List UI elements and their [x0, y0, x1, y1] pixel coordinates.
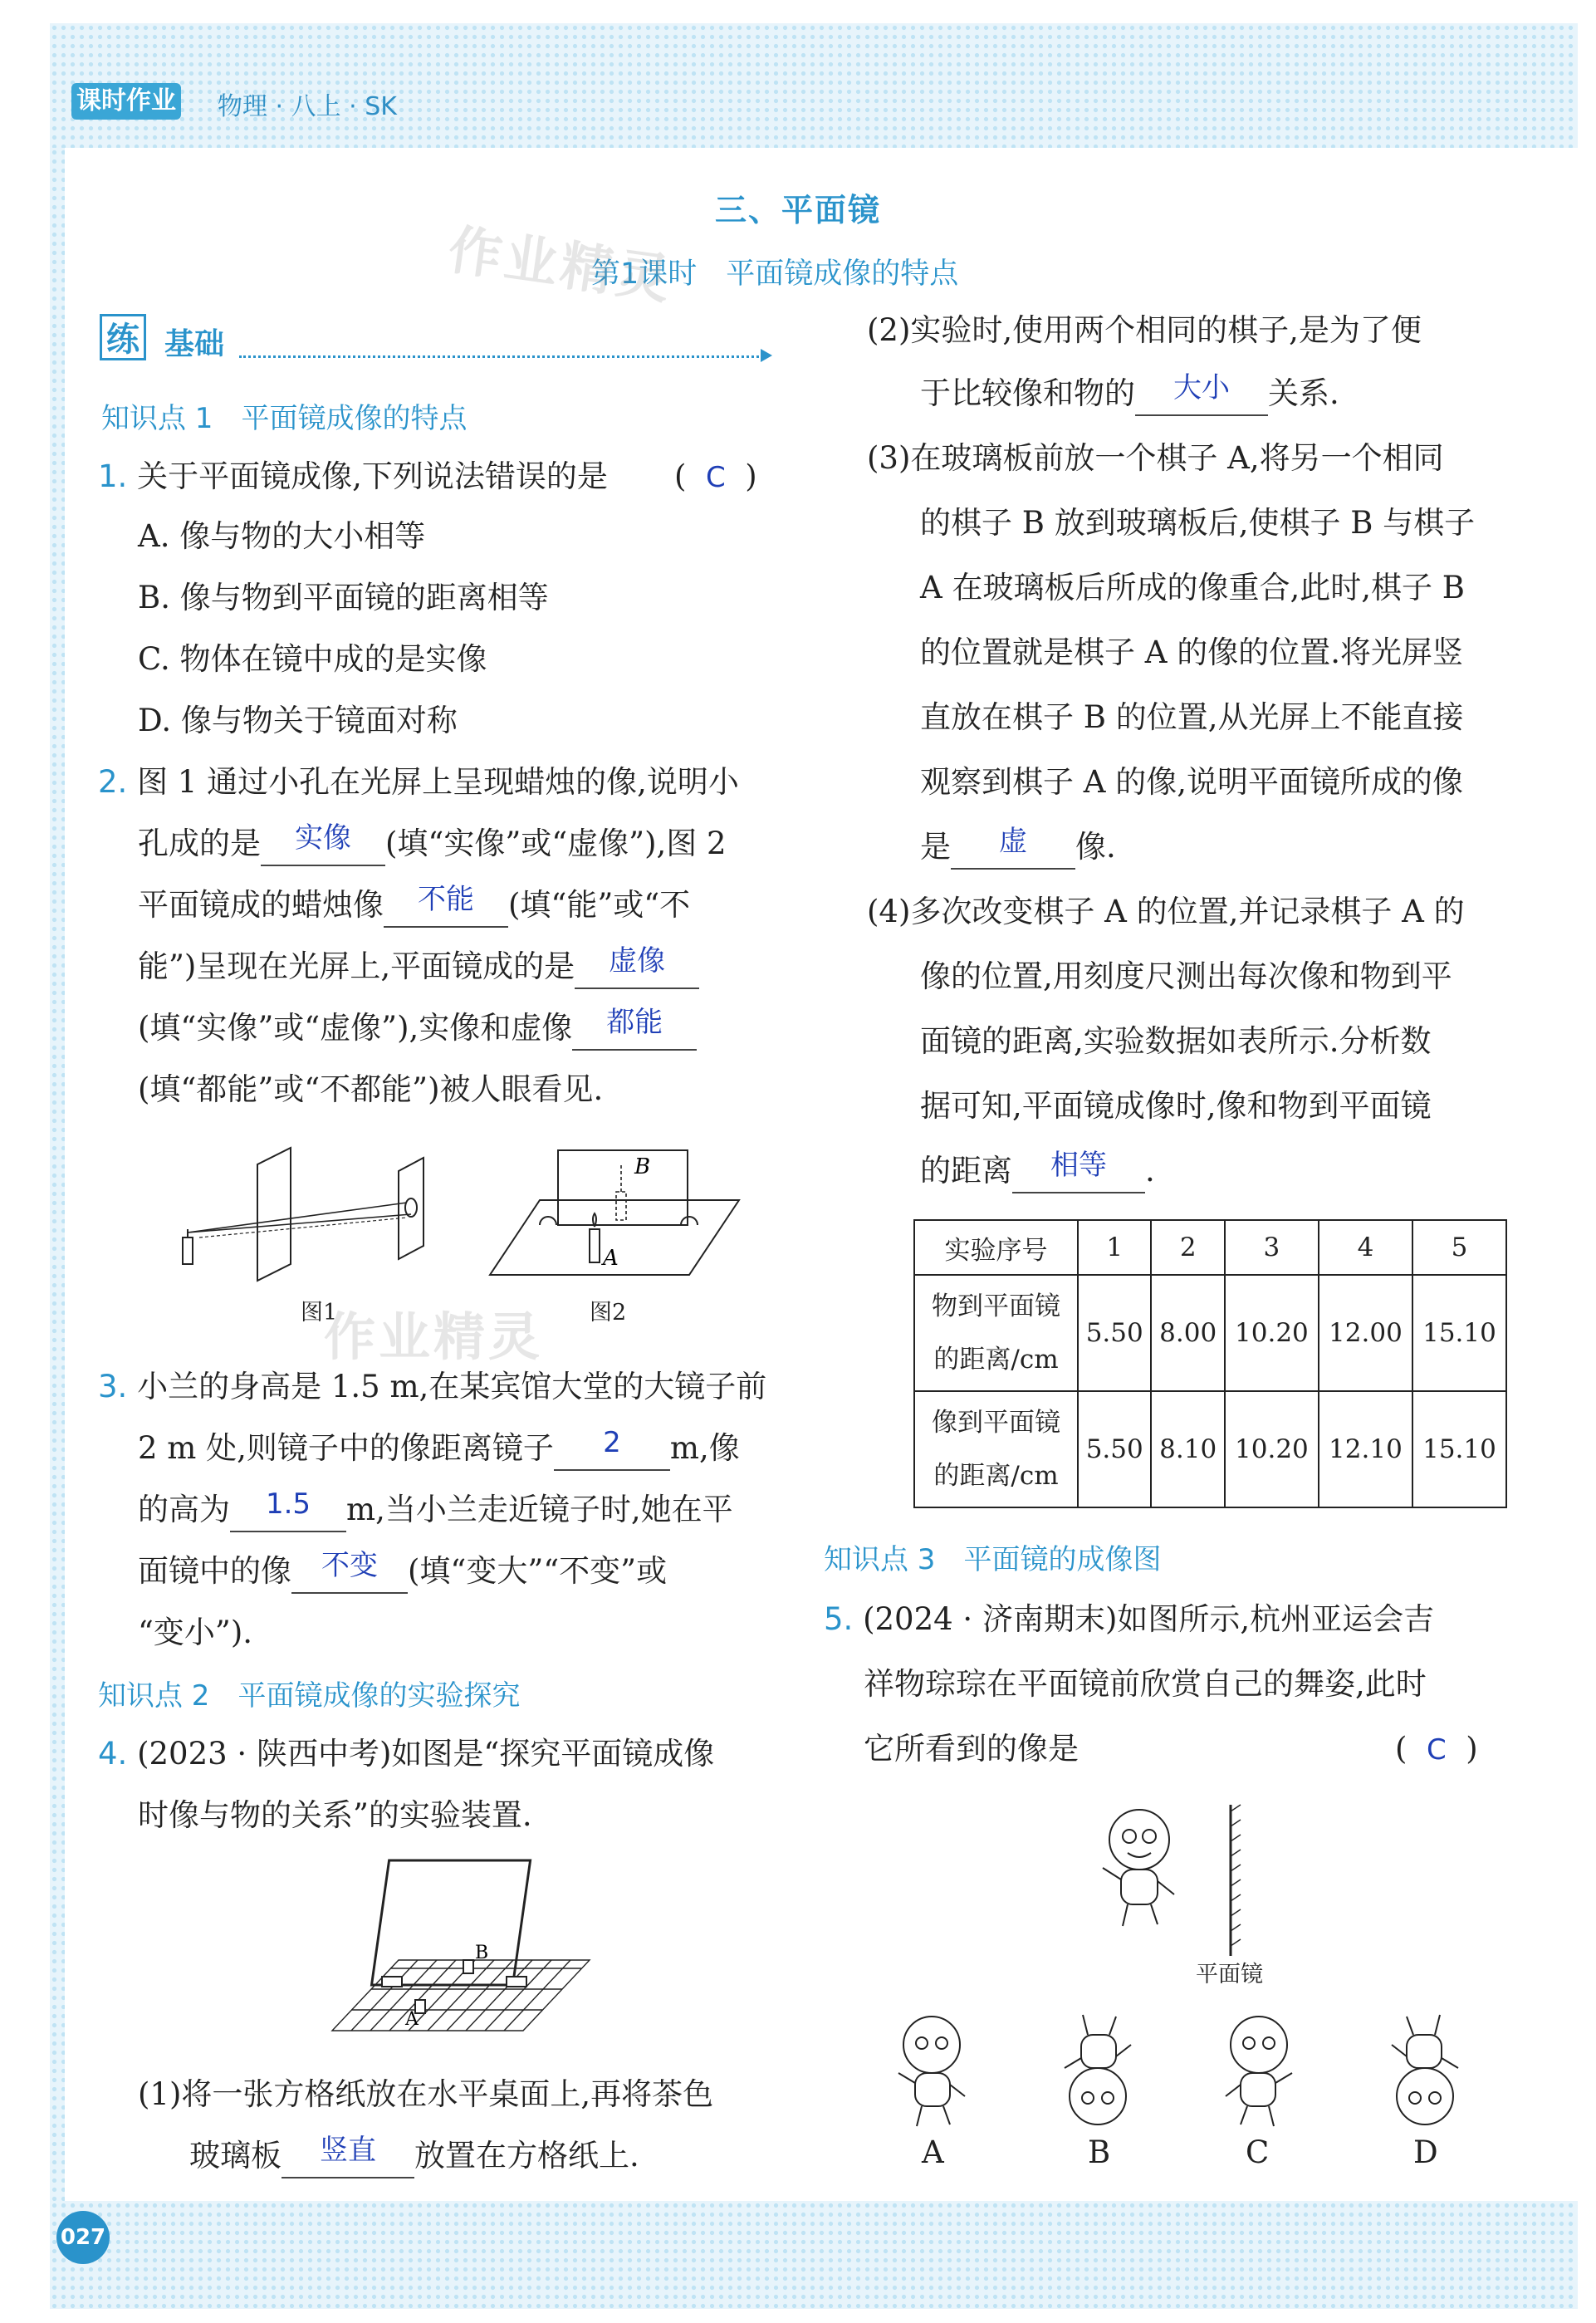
question-4-sub-3-line-2: 的棋子 B 放到玻璃板后,使棋子 B 与棋子	[920, 505, 1476, 541]
table-row	[914, 1391, 1506, 1507]
question-2-text-1: 图 1 通过小孔在光屏上呈现蜡烛的像,说明小	[137, 764, 739, 800]
table-header-cell: 4	[1319, 1220, 1412, 1275]
question-2-text-2b: (填“实像”或“虚像”),图 2	[385, 826, 727, 861]
question-1-stem	[98, 445, 608, 508]
lesson-title: 第1课时 平面镜成像的特点	[591, 257, 959, 291]
question-4-sub-3-line-7	[920, 816, 1116, 879]
question-4-text-s3b: 像.	[1075, 829, 1116, 865]
question-2-answer-1: 实像	[295, 821, 351, 855]
table-header-cell: 2	[1151, 1220, 1224, 1275]
option-c-mascot	[1204, 2010, 1312, 2134]
question-4-sub-4-line-5	[920, 1139, 1155, 1203]
question-4-text-s3a: 是	[920, 829, 951, 865]
practice-level: 基础	[164, 326, 225, 361]
question-4-text-s1b: 玻璃板	[189, 2138, 282, 2174]
question-3-number: 3.	[98, 1369, 128, 1404]
question-4-answer-3: 虚	[999, 825, 1027, 858]
option-b-label: B	[1088, 2134, 1111, 2170]
figure-2-caption: 图2	[590, 1300, 627, 1326]
footer-band	[50, 2201, 1578, 2309]
left-band	[50, 148, 65, 2201]
question-1-answer-bracket: ( C )	[674, 458, 757, 494]
figure-1-pinhole-diagram	[174, 1146, 457, 1287]
question-5-number: 5.	[824, 1601, 854, 1637]
figure-2-label-b: B	[634, 1154, 651, 1179]
table-cell: 15.10	[1412, 1275, 1506, 1391]
table-cell: 12.10	[1319, 1391, 1412, 1507]
question-4-sub-1-line-1: (1)将一张方格纸放在水平桌面上,再将茶色	[138, 2076, 714, 2112]
question-1-text: 关于平面镜成像,下列说法错误的是	[137, 458, 608, 494]
question-2-line-4	[138, 935, 699, 998]
question-3-text-2a: 2 m 处,则镜子中的像距离镜子	[138, 1430, 554, 1466]
question-4-sub-2-line-2	[920, 362, 1339, 425]
question-3-answer-3: 不变	[321, 1549, 378, 1582]
question-2-answer-4: 都能	[606, 1006, 663, 1039]
watermark-top: 作业精灵	[444, 219, 677, 312]
mirror-label: 平面镜	[1196, 1962, 1263, 1987]
question-4-sub-4-line-3: 面镜的距离,实验数据如表所示.分析数	[920, 1023, 1432, 1059]
question-3-line-4	[138, 1540, 667, 1603]
question-4-line-2: 时像与物的关系”的实验装置.	[138, 1797, 532, 1833]
table-row-label	[914, 1391, 1078, 1507]
question-1-option-a: A. 像与物的大小相等	[138, 518, 426, 554]
table-header-cell: 1	[1078, 1220, 1151, 1275]
table-cell: 5.50	[1078, 1391, 1151, 1507]
question-2-line-3	[138, 874, 690, 937]
question-5-answer-bracket: ( C )	[1395, 1731, 1478, 1767]
question-4-answer-2: 大小	[1173, 371, 1230, 404]
section-title: 三、平面镜	[714, 191, 881, 228]
knowledge-point-1: 知识点 1 平面镜成像的特点	[101, 402, 468, 435]
question-3-text-4a: 面镜中的像	[138, 1553, 291, 1589]
question-4-sub-3-line-4: 的位置就是棋子 A 的像的位置.将光屏竖	[920, 635, 1464, 670]
question-4-sub-2-line-1: (2)实验时,使用两个相同的棋子,是为了便	[867, 312, 1422, 348]
table-row-label-1: 像到平面镜	[932, 1408, 1060, 1438]
question-4-text-s2b: 于比较像和物的	[920, 375, 1135, 411]
question-3-text-2b: m,像	[669, 1430, 740, 1466]
question-2-text-3b: (填“能”或“不	[508, 887, 691, 923]
question-2-text-4a: 能”)呈现在光屏上,平面镜成的是	[138, 948, 575, 984]
setup-label-b: B	[475, 1943, 489, 1963]
option-d-label: D	[1413, 2134, 1438, 2170]
mascot-mirror-figure	[1080, 1798, 1295, 1989]
question-5-text-1: (2024 · 济南期末)如图所示,杭州亚运会吉	[863, 1601, 1435, 1637]
question-5-answer: C	[1426, 1733, 1447, 1767]
table-row-label-1: 物到平面镜	[932, 1291, 1060, 1321]
experiment-setup-diagram	[324, 1852, 598, 2051]
question-4-sub-4-line-4: 据可知,平面镜成像时,像和物到平面镜	[920, 1088, 1432, 1124]
practice-badge: 练	[100, 314, 146, 360]
question-4-text-s4a: 的距离	[920, 1153, 1012, 1188]
watermark-middle: 作业精灵	[324, 1306, 544, 1367]
table-cell: 5.50	[1078, 1275, 1151, 1391]
figure-2-label-a: A	[603, 1246, 619, 1271]
question-3-line-1	[98, 1355, 766, 1419]
question-1-option-d: D. 像与物关于镜面对称	[138, 703, 458, 738]
table-cell: 10.20	[1225, 1275, 1319, 1391]
question-1-option-c: C. 物体在镜中成的是实像	[138, 641, 487, 677]
table-cell: 15.10	[1412, 1391, 1506, 1507]
question-1-option-b: B. 像与物到平面镜的距离相等	[138, 580, 549, 615]
question-2-answer-2: 不能	[418, 883, 474, 916]
question-4-text-s2c: 关系.	[1268, 375, 1339, 411]
table-header-row	[914, 1220, 1506, 1275]
table-header-cell: 3	[1225, 1220, 1319, 1275]
option-b-mascot	[1046, 2010, 1154, 2134]
question-3-text-3a: 的高为	[138, 1492, 230, 1527]
table-row-label-2: 的距离/cm	[933, 1461, 1059, 1491]
question-3-text-3b: m,当小兰走近镜子时,她在平	[346, 1492, 733, 1527]
question-3-answer-2: 1.5	[265, 1487, 311, 1521]
page-number: 027	[56, 2211, 110, 2264]
figure-1-caption: 图1	[301, 1300, 338, 1326]
table-header-cell: 实验序号	[914, 1220, 1078, 1275]
question-3-line-3	[138, 1478, 733, 1541]
question-2-line-6: (填“都能”或“不都能”)被人眼看见.	[138, 1071, 604, 1107]
table-cell: 12.00	[1319, 1275, 1412, 1391]
setup-label-a: A	[405, 2009, 419, 2030]
table-cell: 10.20	[1225, 1391, 1319, 1507]
question-2-line-1	[98, 751, 739, 814]
table-cell: 8.10	[1151, 1391, 1224, 1507]
question-3-line-5: “变小”).	[138, 1615, 253, 1650]
question-4-sub-3-line-1: (3)在玻璃板前放一个棋子 A,将另一个相同	[867, 440, 1444, 476]
question-4-number: 4.	[98, 1736, 128, 1772]
question-2-text-3a: 平面镜成的蜡烛像	[138, 887, 384, 923]
question-3-line-2	[138, 1417, 740, 1480]
question-2-text-5a: (填“实像”或“虚像”),实像和虚像	[138, 1010, 573, 1046]
question-4-text-s1c: 放置在方格纸上.	[414, 2138, 639, 2174]
book-subtitle: 物理 · 八上 · SK	[218, 92, 397, 121]
question-3-text-4b: (填“变大”“不变”或	[408, 1553, 668, 1589]
question-1-number: 1.	[98, 458, 128, 494]
option-d-mascot	[1370, 2010, 1478, 2134]
question-5-line-2: 祥物琮琮在平面镜前欣赏自己的舞姿,此时	[864, 1666, 1427, 1702]
figure-2-mirror-diagram	[482, 1134, 747, 1291]
question-4-line-1	[98, 1723, 714, 1786]
table-cell: 8.00	[1151, 1275, 1224, 1391]
question-4-sub-4-line-1: (4)多次改变棋子 A 的位置,并记录棋子 A 的	[867, 894, 1465, 929]
question-5-line-3: 它所看到的像是	[864, 1731, 1079, 1767]
question-4-text-s4b: .	[1145, 1153, 1155, 1188]
question-2-line-2	[138, 812, 727, 875]
question-4-sub-4-line-2: 像的位置,用刻度尺测出每次像和物到平	[920, 958, 1452, 994]
knowledge-point-3: 知识点 3 平面镜的成像图	[824, 1543, 1162, 1576]
option-a-label: A	[922, 2134, 944, 2170]
knowledge-point-2: 知识点 2 平面镜成像的实验探究	[98, 1679, 521, 1713]
question-3-text-1: 小兰的身高是 1.5 m,在某宾馆大堂的大镜子前	[137, 1369, 767, 1404]
arrow-right-icon	[761, 349, 772, 362]
question-4-sub-3-line-6: 观察到棋子 A 的像,说明平面镜所成的像	[920, 764, 1464, 800]
question-3-answer-1: 2	[603, 1426, 621, 1459]
section-divider	[239, 355, 764, 358]
table-header-cell: 5	[1412, 1220, 1506, 1275]
question-1-answer: C	[705, 461, 726, 494]
question-2-text-2a: 孔成的是	[138, 826, 261, 861]
table-row-label-2: 的距离/cm	[933, 1345, 1059, 1375]
question-2-line-5	[138, 997, 697, 1060]
question-4-answer-4: 相等	[1050, 1149, 1107, 1182]
question-5-line-1	[824, 1588, 1434, 1651]
option-c-label: C	[1246, 2134, 1270, 2170]
question-2-number: 2.	[98, 764, 128, 800]
series-logo: 课时作业	[71, 83, 181, 120]
question-4-sub-3-line-3: A 在玻璃板后所成的像重合,此时,棋子 B	[920, 570, 1465, 605]
question-4-answer-1: 竖直	[320, 2134, 376, 2167]
table-row-label	[914, 1275, 1078, 1391]
data-table	[913, 1219, 1507, 1508]
question-2-answer-3: 虚像	[609, 944, 666, 978]
table-row	[914, 1275, 1506, 1391]
question-4-sub-3-line-5: 直放在棋子 B 的位置,从光屏上不能直接	[920, 699, 1464, 735]
option-a-mascot	[880, 2010, 988, 2134]
question-4-sub-1-line-2	[189, 2125, 639, 2188]
question-4-text-1: (2023 · 陕西中考)如图是“探究平面镜成像	[137, 1736, 715, 1772]
